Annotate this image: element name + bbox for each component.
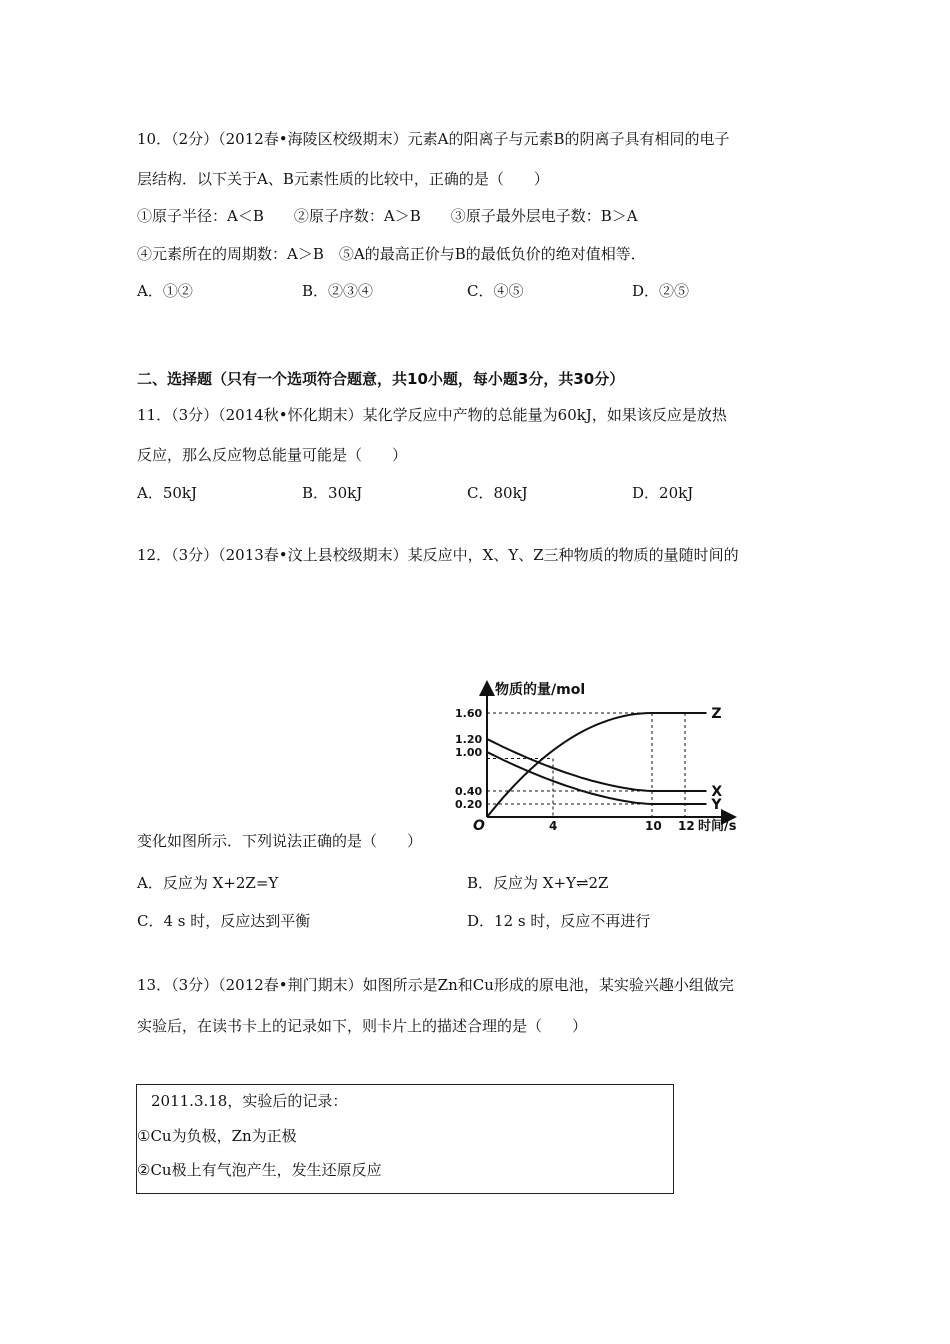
- series-x-line: [487, 739, 707, 791]
- q10-option-a[interactable]: A．①②: [137, 282, 193, 300]
- q10-option-b[interactable]: B．②③④: [302, 282, 374, 300]
- series-y-line: [487, 752, 707, 804]
- record-card-item-2: ②Cu极上有气泡产生，发生还原反应: [137, 1161, 382, 1179]
- q10-statements-line2: ④元素所在的周期数：A＞B ⑤A的最高正价与B的最低负价的绝对值相等．: [137, 245, 646, 263]
- q11-stem-line2: 反应，那么反应物总能量可能是（ ）: [137, 446, 408, 464]
- q11-option-d[interactable]: D．20kJ: [632, 484, 694, 502]
- q10-statements-line1: ①原子半径：A＜B ②原子序数：A＞B ③原子最外层电子数：B＞A: [137, 207, 638, 225]
- x-axis-label: 时间/s: [698, 819, 737, 834]
- section-heading: 二、选择题（只有一个选项符合题意，共10小题，每小题3分，共30分）: [137, 370, 625, 388]
- q12-option-c[interactable]: C．4 s 时，反应达到平衡: [137, 912, 311, 930]
- q11-stem-line1: 11．（3分）（2014秋•怀化期末）某化学反应中产物的总能量为60kJ，如果该反应是放热: [137, 406, 727, 424]
- q11-option-b[interactable]: B．30kJ: [302, 484, 363, 502]
- q12-option-b[interactable]: B．反应为 X+Y⇌2Z: [467, 874, 609, 892]
- q10-stem-line1: 10．（2分）（2012春•海陵区校级期末）元素A的阳离子与元素B的阴离子具有相同的电子: [137, 130, 730, 148]
- x-tick-label: 4: [549, 819, 558, 833]
- series-x-label: X: [711, 784, 723, 800]
- q10-option-c[interactable]: C．④⑤: [467, 282, 524, 300]
- y-tick-label: 0.40: [455, 785, 483, 798]
- reaction-chart: [440, 672, 760, 842]
- q11-option-c[interactable]: C．80kJ: [467, 484, 528, 502]
- q13-stem-line2: 实验后，在读书卡上的记录如下，则卡片上的描述合理的是（ ）: [137, 1017, 588, 1035]
- record-card-title: 2011.3.18，实验后的记录：: [151, 1092, 348, 1110]
- y-tick-label: 0.20: [455, 798, 483, 811]
- series-z-line: [487, 713, 707, 817]
- x-tick-label: 10: [645, 819, 662, 833]
- x-tick-label: 12: [678, 819, 695, 833]
- y-axis-label: 物质的量/mol: [495, 682, 586, 698]
- record-card: [136, 1084, 674, 1194]
- q10-stem-line2: 层结构．以下关于A、B元素性质的比较中，正确的是（ ）: [137, 170, 549, 188]
- q11-option-a[interactable]: A．50kJ: [137, 484, 198, 502]
- series-z-label: Z: [711, 706, 722, 722]
- y-tick-label: 1.60: [455, 707, 483, 720]
- y-tick-label: 1.00: [455, 746, 483, 759]
- q12-option-d[interactable]: D．12 s 时，反应不再进行: [467, 912, 651, 930]
- q12-stem-line2: 变化如图所示．下列说法正确的是（ ）: [137, 832, 423, 850]
- origin-label: O: [473, 818, 485, 834]
- y-tick-label: 1.20: [455, 733, 483, 746]
- q10-option-d[interactable]: D．②⑤: [632, 282, 690, 300]
- q12-option-a[interactable]: A．反应为 X+2Z=Y: [137, 874, 279, 892]
- q13-stem-line1: 13．（3分）（2012春•荆门期末）如图所示是Zn和Cu形成的原电池，某实验兴趣小组做完: [137, 976, 734, 994]
- record-card-item-1: ①Cu为负极，Zn为正极: [137, 1127, 297, 1145]
- series-y-label: Y: [711, 797, 722, 813]
- q12-stem-line1: 12．（3分）（2013春•汶上县校级期末）某反应中，X、Y、Z三种物质的物质的量随时间的: [137, 546, 739, 564]
